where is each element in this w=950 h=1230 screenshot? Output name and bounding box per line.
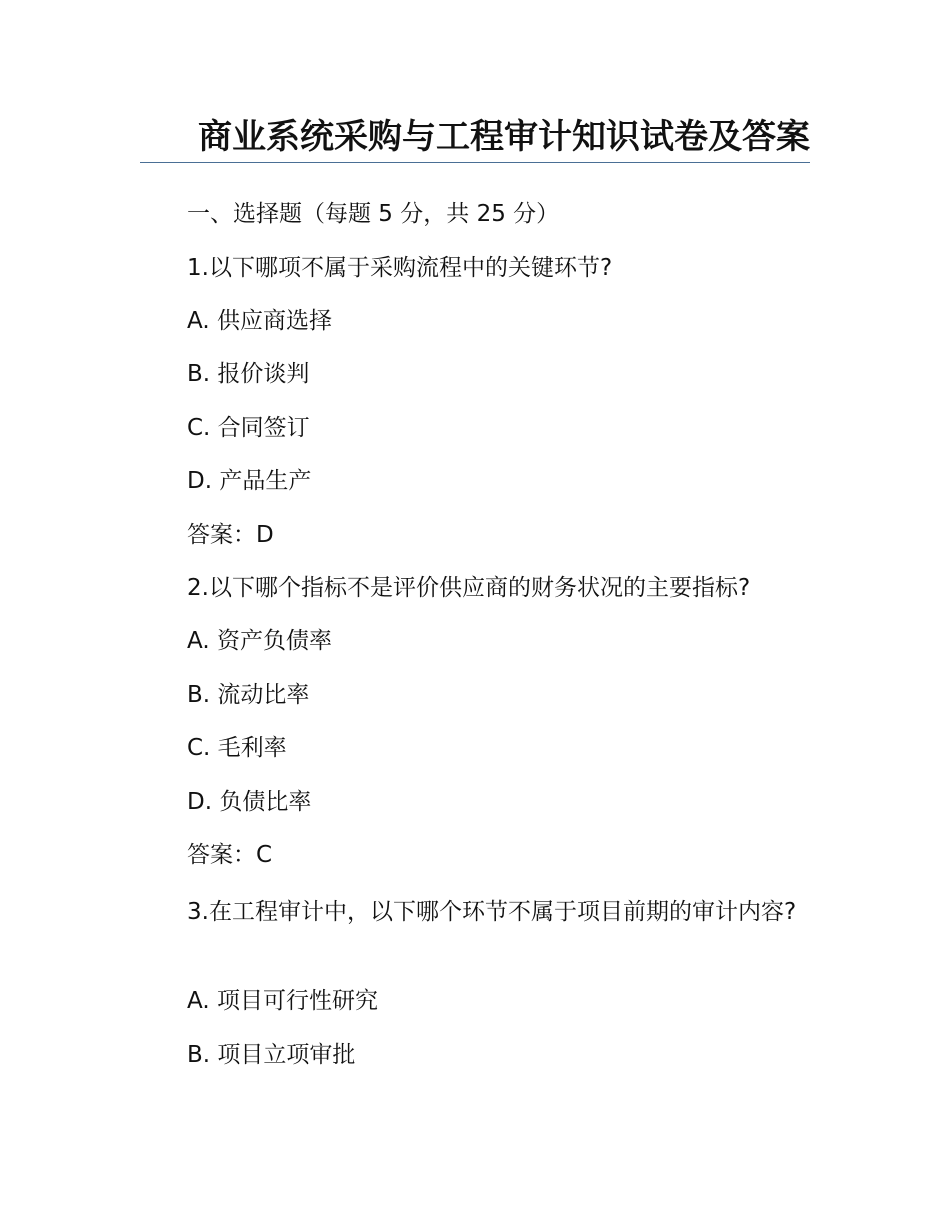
question-1-option-a: A. 供应商选择 — [187, 308, 332, 334]
question-2-option-b: B. 流动比率 — [187, 682, 310, 708]
title-underline — [140, 162, 810, 163]
question-2-option-d: D. 负债比率 — [187, 789, 312, 815]
question-1-option-b: B. 报价谈判 — [187, 361, 310, 387]
question-3-option-a: A. 项目可行性研究 — [187, 988, 378, 1014]
question-2-stem: 2.以下哪个指标不是评价供应商的财务状况的主要指标? — [187, 575, 751, 601]
question-2-option-c: C. 毛利率 — [187, 735, 287, 761]
question-3-stem: 3.在工程审计中，以下哪个环节不属于项目前期的审计内容? — [187, 899, 797, 925]
question-1-answer: 答案：D — [187, 522, 274, 548]
question-1-option-d: D. 产品生产 — [187, 468, 312, 494]
question-2-answer: 答案：C — [187, 842, 273, 868]
question-1-option-c: C. 合同签订 — [187, 415, 310, 441]
section-heading: 一、选择题（每题 5 分，共 25 分） — [187, 201, 560, 227]
question-1-stem: 1.以下哪项不属于采购流程中的关键环节? — [187, 255, 613, 281]
question-2-option-a: A. 资产负债率 — [187, 628, 332, 654]
document-title: 商业系统采购与工程审计知识试卷及答案 — [198, 117, 810, 157]
question-3-option-b: B. 项目立项审批 — [187, 1042, 356, 1068]
